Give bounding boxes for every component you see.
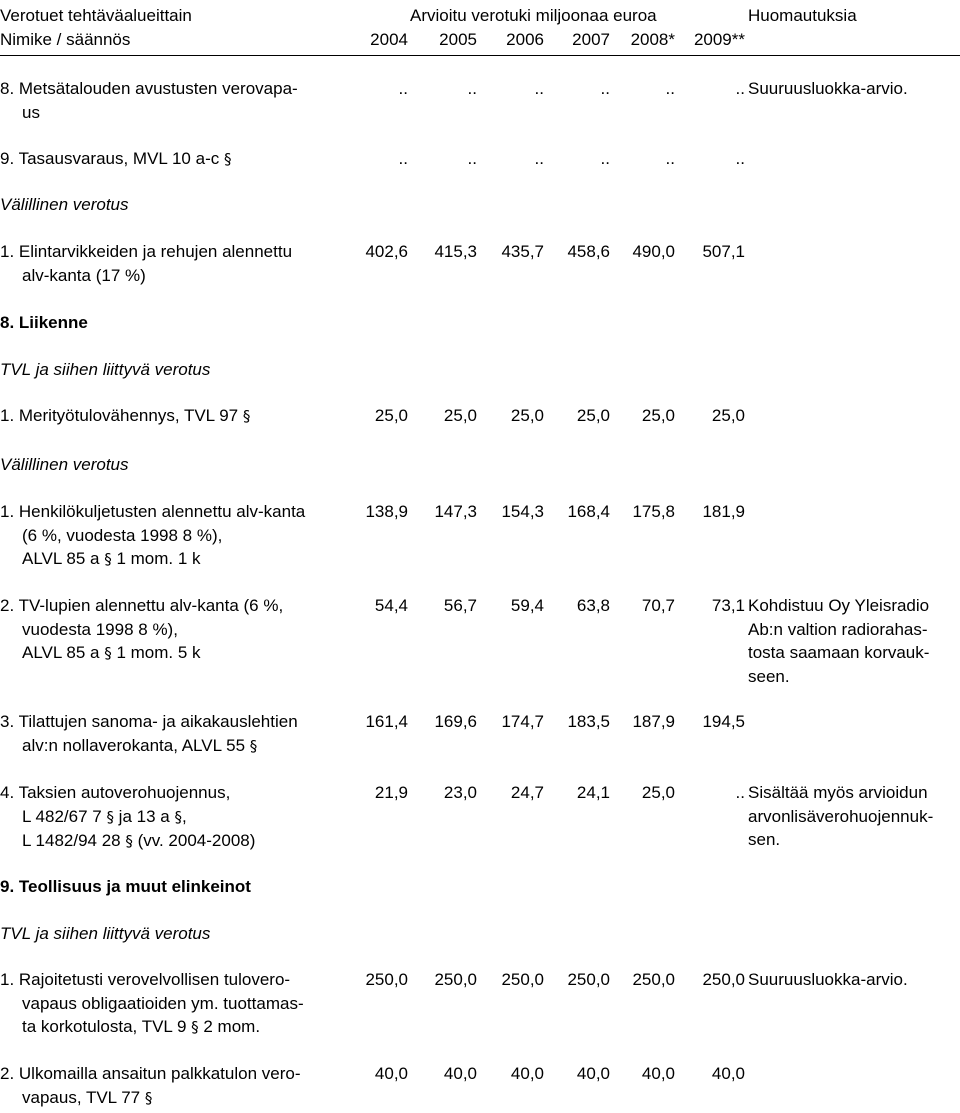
- item-title-line: vapaus obligaatioiden ym. tuottamas-: [22, 993, 304, 1013]
- item-title-line: 1. Rajoitetusti verovelvollisen tulovero-: [0, 970, 291, 989]
- value-cell: 24,1: [576, 783, 610, 802]
- item-note-line: sen.: [748, 830, 781, 849]
- value-cell: 54,4: [374, 596, 408, 615]
- value-cell: 25,0: [374, 406, 408, 425]
- header-estimate-label: Arvioitu verotuki miljoonaa euroa: [410, 6, 657, 25]
- item-note: [748, 781, 960, 852]
- section-symbol: §: [223, 150, 232, 168]
- item-title: [0, 781, 345, 854]
- value-cell: ..: [398, 79, 408, 98]
- value-cell: ..: [735, 79, 745, 98]
- header-divider: [0, 55, 960, 56]
- item-values: [345, 594, 745, 618]
- value-cell: 25,0: [641, 783, 675, 802]
- item-title: [0, 710, 345, 758]
- item-title-line: ta korkotulosta, TVL 9 § 2 mom.: [22, 1017, 261, 1036]
- section-symbol: §: [174, 807, 182, 826]
- item-note-line: Sisältää myös arvioidun: [748, 783, 928, 802]
- item-title-line: L 482/67 7 § ja 13 a §,: [22, 806, 187, 826]
- section-symbol: §: [144, 1088, 153, 1107]
- subsection-heading: Välillinen verotus: [0, 195, 129, 214]
- item-title-line: 1. Henkilökuljetusten alennettu alv-kanta: [0, 502, 306, 521]
- value-cell: 147,3: [434, 502, 477, 521]
- value-cell: ..: [534, 149, 544, 168]
- item-title-line: 8. Metsätalouden avustusten verovapa-: [0, 79, 298, 98]
- item-title: [0, 77, 345, 124]
- value-cell: 40,0: [510, 1064, 544, 1083]
- item-title-line: vuodesta 1998 8 %),: [22, 619, 178, 639]
- value-cell: 175,8: [632, 502, 675, 521]
- item-title: [0, 594, 345, 666]
- header-area-label: Verotuet tehtäväalueittain: [0, 6, 192, 25]
- value-cell: 168,4: [567, 502, 610, 521]
- item-note-line: seen.: [748, 666, 790, 686]
- value-cell: 250,0: [632, 970, 675, 989]
- subsection-heading: TVL ja siihen liittyvä verotus: [0, 360, 211, 379]
- item-title: [0, 147, 345, 172]
- value-cell: ..: [467, 149, 477, 168]
- item-title-line: 2. TV-lupien alennettu alv-kanta (6 %,: [0, 596, 284, 615]
- value-cell: ..: [735, 783, 745, 802]
- item-note: [748, 968, 960, 992]
- item-title-line: 4. Taksien autoverohuojennus,: [0, 783, 231, 802]
- value-cell: 59,4: [510, 596, 544, 615]
- section-symbol: §: [125, 832, 133, 850]
- value-cell: 70,7: [641, 596, 675, 615]
- item-note-line: arvonlisäverohuojennuk-: [748, 806, 934, 826]
- item-note-line: tosta saamaan korvauk-: [748, 643, 930, 662]
- item-title-line: L 1482/94 28 § (vv. 2004-2008): [22, 831, 256, 850]
- item-note: [748, 77, 960, 101]
- value-cell: 250,0: [365, 970, 408, 989]
- value-cell: 25,0: [510, 406, 544, 425]
- value-cell: 56,7: [443, 596, 477, 615]
- item-values: [345, 710, 745, 734]
- value-cell: 24,7: [510, 783, 544, 802]
- value-cell: 73,1: [711, 596, 745, 615]
- value-cell: 40,0: [443, 1064, 477, 1083]
- header-year: 2005: [439, 30, 477, 49]
- value-cell: 23,0: [443, 783, 477, 802]
- value-cell: 25,0: [711, 406, 745, 425]
- value-cell: 25,0: [641, 406, 675, 425]
- subsection-heading: TVL ja siihen liittyvä verotus: [0, 924, 211, 943]
- value-cell: 40,0: [711, 1064, 745, 1083]
- value-cell: ..: [735, 149, 745, 168]
- item-note-line: Suuruusluokka-arvio.: [748, 79, 908, 98]
- item-title-line: 3. Tilattujen sanoma- ja aikakauslehtien: [0, 712, 298, 731]
- value-cell: 25,0: [576, 406, 610, 425]
- value-cell: 250,0: [567, 970, 610, 989]
- item-title: [0, 240, 345, 287]
- item-title-line: 9. Tasausvaraus, MVL 10 a-c §: [0, 149, 232, 168]
- header-title-label: Nimike / säännös: [0, 30, 131, 49]
- section-symbol: §: [191, 1018, 199, 1036]
- value-cell: ..: [534, 79, 544, 98]
- item-title-line: 1. Elintarvikkeiden ja rehujen alennettu: [0, 242, 293, 261]
- section-symbol: §: [249, 736, 258, 755]
- header-year: 2009**: [693, 30, 745, 49]
- header-year: 2006: [506, 30, 544, 49]
- item-values: [345, 147, 745, 171]
- item-title-line: 2. Ulkomailla ansaitun palkkatulon vero-: [0, 1064, 301, 1083]
- item-values: [345, 240, 745, 264]
- value-cell: 250,0: [434, 970, 477, 989]
- value-cell: 21,9: [374, 783, 408, 802]
- item-values: [345, 1062, 745, 1086]
- value-cell: ..: [467, 79, 477, 98]
- item-values: [345, 500, 745, 524]
- item-title: [0, 404, 345, 429]
- value-cell: 402,6: [365, 242, 408, 261]
- header-notes-label: Huomautuksia: [748, 6, 857, 25]
- value-cell: 169,6: [434, 712, 477, 731]
- value-cell: ..: [600, 79, 610, 98]
- subsection-heading: Välillinen verotus: [0, 455, 129, 474]
- value-cell: 187,9: [632, 712, 675, 731]
- item-title-line: alv-kanta (17 %): [22, 265, 146, 285]
- item-title-line: ALVL 85 a § 1 mom. 1 k: [22, 549, 201, 568]
- item-note-line: Kohdistuu Oy Yleisradio: [748, 596, 930, 615]
- value-cell: 63,8: [576, 596, 610, 615]
- value-cell: 194,5: [702, 712, 745, 731]
- item-note: [748, 594, 960, 688]
- item-values: [345, 404, 745, 428]
- value-cell: 183,5: [567, 712, 610, 731]
- value-cell: 40,0: [576, 1064, 610, 1083]
- section-symbol: §: [104, 644, 112, 662]
- header-year: 2008*: [630, 30, 675, 49]
- value-cell: 250,0: [501, 970, 544, 989]
- section-symbol: §: [106, 807, 114, 826]
- value-cell: 174,7: [501, 712, 544, 731]
- item-note-line: Suuruusluokka-arvio.: [748, 970, 908, 989]
- section-heading: 9. Teollisuus ja muut elinkeinot: [0, 877, 251, 896]
- value-cell: 25,0: [443, 406, 477, 425]
- value-cell: 181,9: [702, 502, 745, 521]
- value-cell: ..: [665, 149, 675, 168]
- item-title-line: alv:n nollaverokanta, ALVL 55 §: [22, 735, 258, 755]
- item-note-line: Ab:n valtion radiorahas-: [748, 619, 928, 639]
- section-heading: 8. Liikenne: [0, 313, 88, 332]
- value-cell: ..: [600, 149, 610, 168]
- item-values: [345, 781, 745, 805]
- value-cell: ..: [398, 149, 408, 168]
- value-cell: 490,0: [632, 242, 675, 261]
- item-title-line: (6 %, vuodesta 1998 8 %),: [22, 525, 223, 545]
- section-symbol: §: [242, 407, 251, 425]
- value-cell: 40,0: [641, 1064, 675, 1083]
- value-cell: 250,0: [702, 970, 745, 989]
- value-cell: 435,7: [501, 242, 544, 261]
- header-year: 2004: [370, 30, 408, 49]
- value-cell: 161,4: [365, 712, 408, 731]
- item-title: [0, 1062, 345, 1110]
- item-title-line: 1. Merityötulovähennys, TVL 97 §: [0, 406, 251, 425]
- section-symbol: §: [104, 550, 112, 568]
- item-values: [345, 968, 745, 992]
- item-title-line: vapaus, TVL 77 §: [22, 1087, 153, 1107]
- header-year: 2007: [572, 30, 610, 49]
- value-cell: 507,1: [702, 242, 745, 261]
- item-title: [0, 968, 345, 1040]
- item-title-line: ALVL 85 a § 1 mom. 5 k: [22, 643, 201, 662]
- item-title-line: us: [22, 102, 40, 122]
- value-cell: 138,9: [365, 502, 408, 521]
- value-cell: 415,3: [434, 242, 477, 261]
- value-cell: ..: [665, 79, 675, 98]
- value-cell: 40,0: [374, 1064, 408, 1083]
- item-values: [345, 77, 745, 101]
- header-years: [345, 29, 745, 51]
- item-title: [0, 500, 345, 572]
- value-cell: 458,6: [567, 242, 610, 261]
- value-cell: 154,3: [501, 502, 544, 521]
